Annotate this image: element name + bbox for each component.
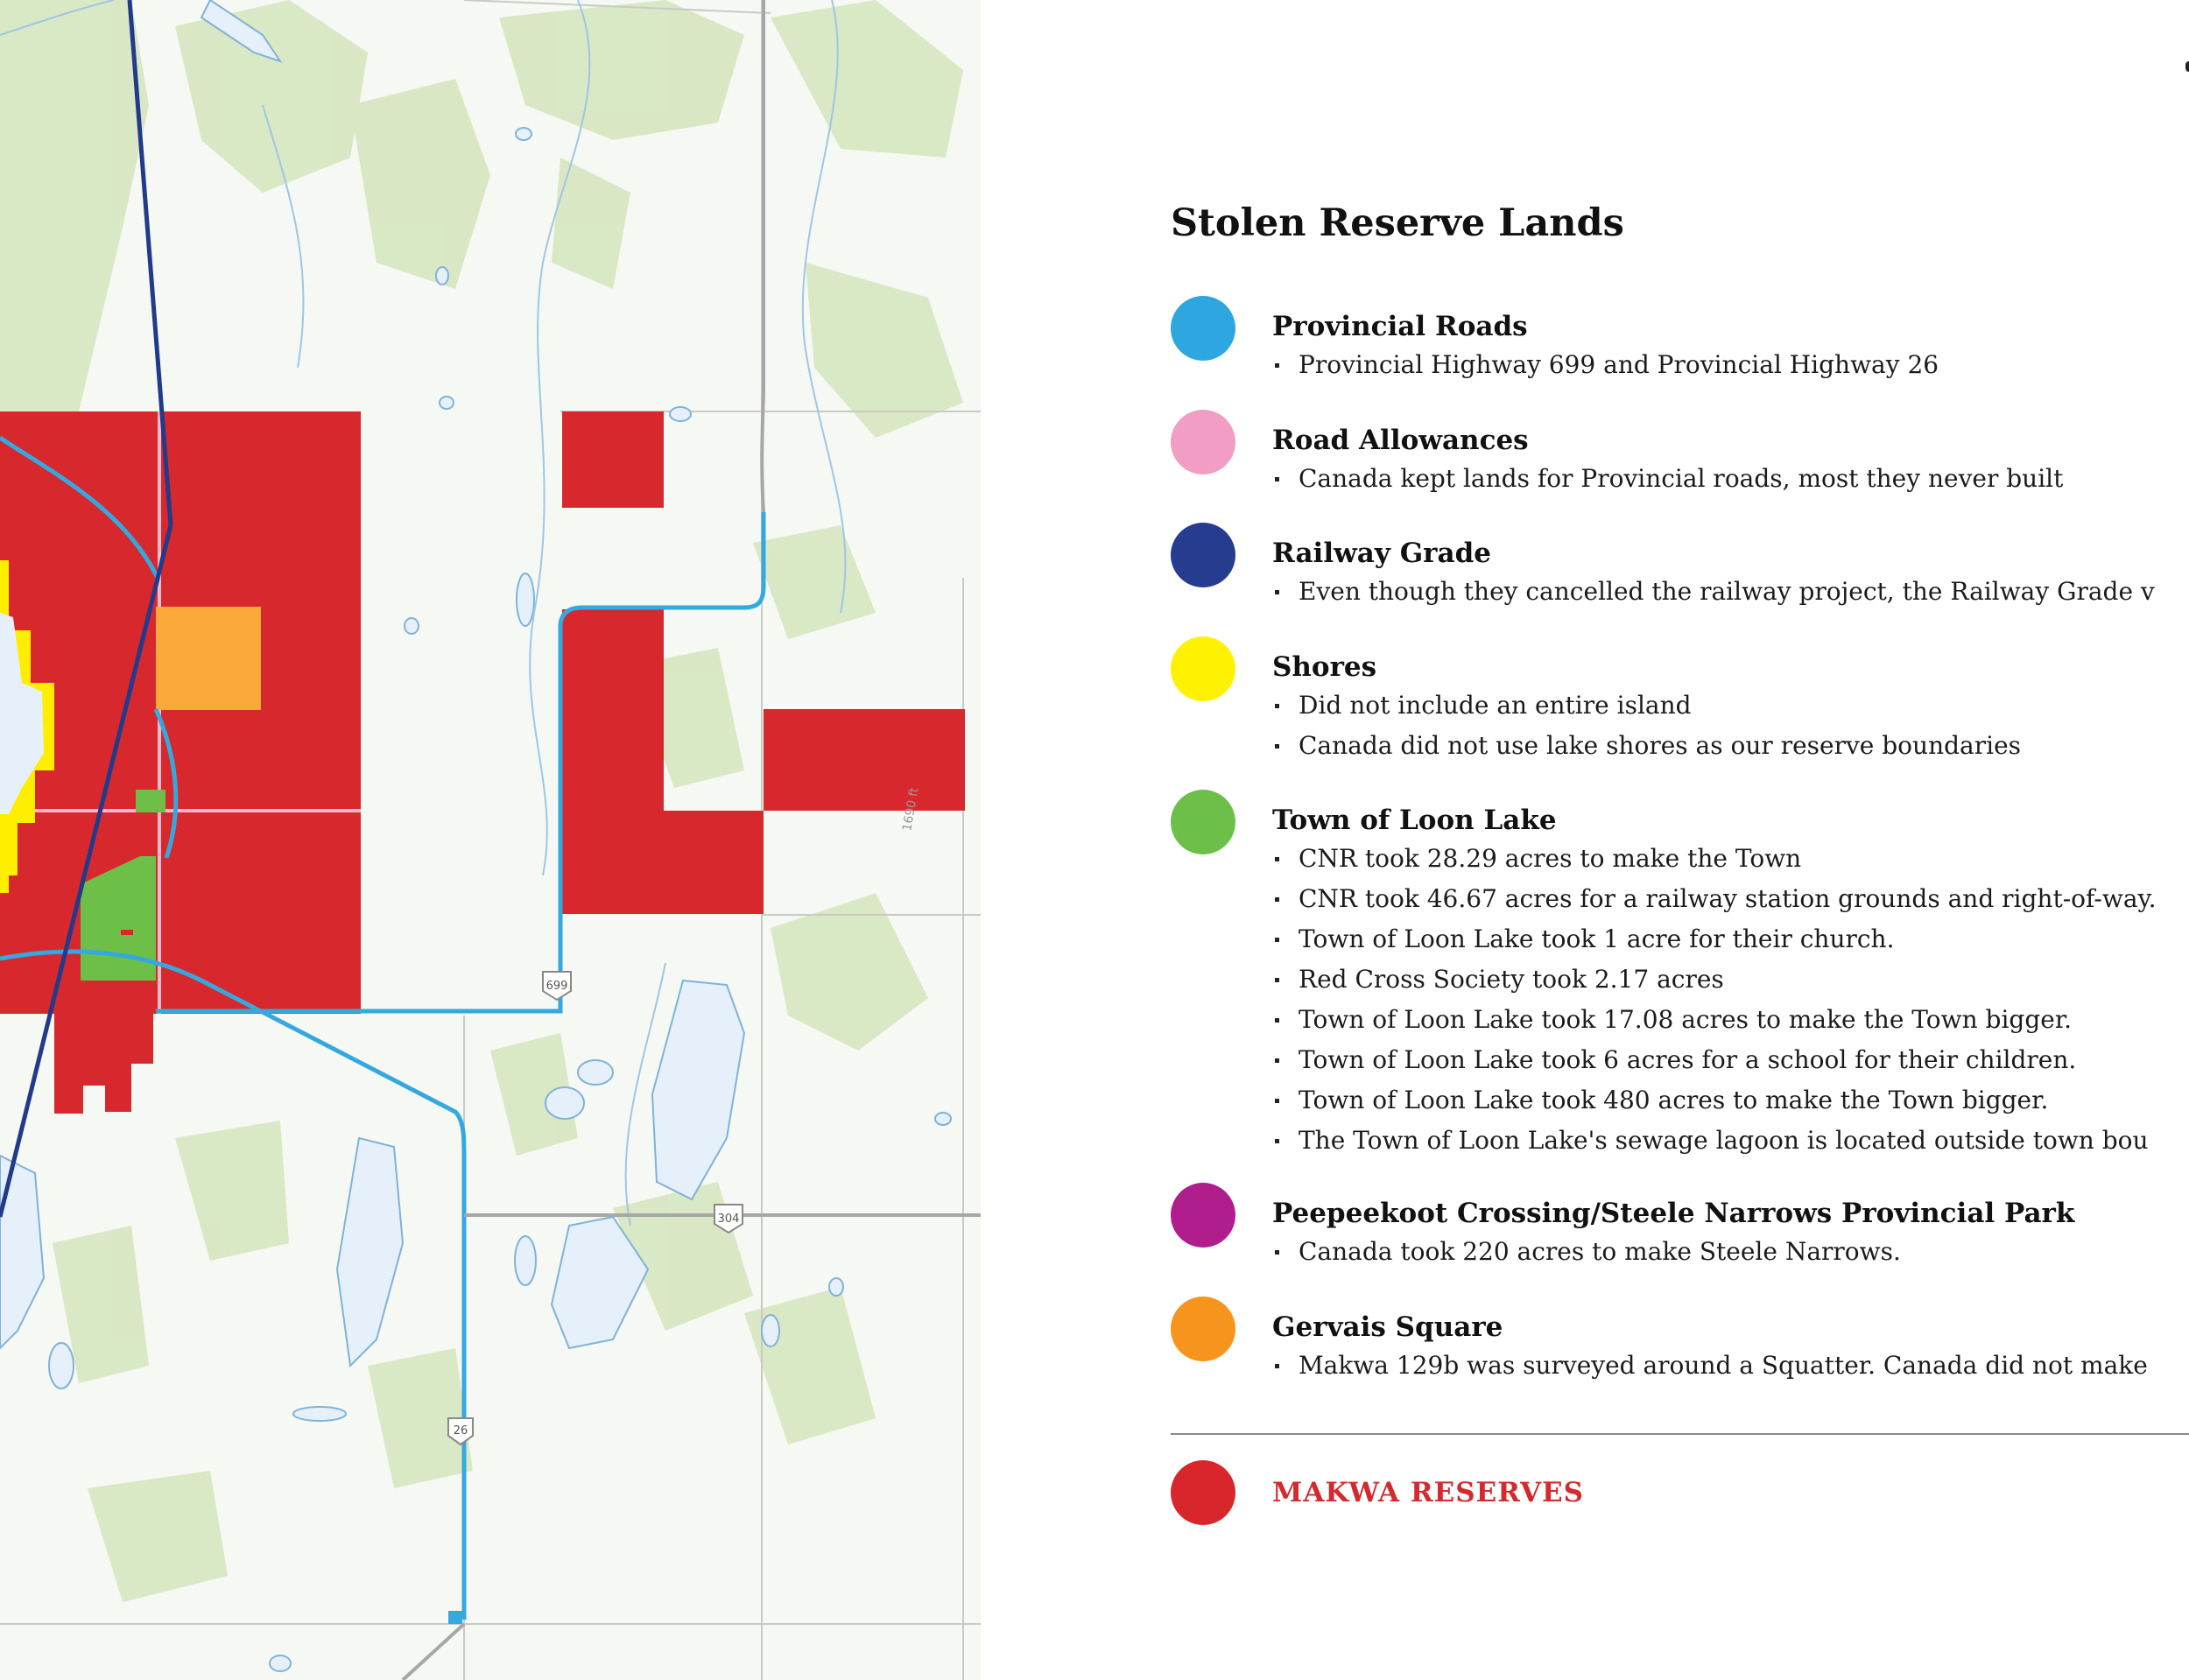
highway-304-label: 304 <box>717 1213 740 1226</box>
map-panel[interactable] <box>0 0 981 1680</box>
legend-title: Stolen Reserve Lands <box>1171 201 1624 245</box>
legend-item: Town of Loon Lake took 480 acres to make the Town bigger. <box>1272 1080 2189 1121</box>
legend-heading: Railway Grade <box>1272 538 1491 569</box>
town-of-loon-lake-swatch <box>1171 790 1235 854</box>
shores-swatch <box>1171 636 1235 701</box>
legend-item: Town of Loon Lake took 17.08 acres to make the Town bigger. <box>1272 1000 2189 1040</box>
legend-item: Canada took 220 acres to make Steele Narrows. <box>1272 1232 2189 1272</box>
highway-699-label: 699 <box>545 980 568 993</box>
church-parcel <box>121 930 133 935</box>
map-canvas[interactable] <box>0 0 981 1680</box>
legend-panel <box>981 0 2189 1680</box>
highway-26-ramp <box>448 1611 462 1624</box>
railway-grade-swatch <box>1171 523 1235 587</box>
legend-heading: Shores <box>1272 651 1377 683</box>
gervais-square-swatch <box>1171 1297 1235 1361</box>
corner-mark <box>2185 61 2189 72</box>
legend-heading: Town of Loon Lake <box>1272 805 1557 836</box>
legend-item: The Town of Loon Lake's sewage lagoon is located outside town bou <box>1272 1121 2189 1161</box>
legend-item: Did not include an entire island <box>1272 685 2189 726</box>
highway-26-label: 26 <box>453 1424 468 1437</box>
legend-item: Even though they cancelled the railway project, the Railway Grade v <box>1272 572 2189 612</box>
legend-item: Provincial Highway 699 and Provincial Highway 26 <box>1272 345 2189 385</box>
legend-heading: Road Allowances <box>1272 425 1529 456</box>
provincial-roads-swatch <box>1171 296 1235 361</box>
legend-item: CNR took 46.67 acres for a railway station grounds and right-of-way. <box>1272 879 2189 919</box>
legend-item: Canada did not use lake shores as our reserve boundaries <box>1272 726 2189 766</box>
makwa-reserves-swatch <box>1171 1460 1235 1525</box>
steele-narrows-swatch <box>1171 1183 1235 1248</box>
legend-heading: Provincial Roads <box>1272 311 1528 342</box>
legend-heading: Peepeekoot Crossing/Steele Narrows Provincial Park <box>1272 1198 2075 1229</box>
lake-elevation-label: 1690 ft <box>900 786 922 833</box>
legend-item: CNR took 28.29 acres to make the Town <box>1272 839 2189 879</box>
legend-item: Canada kept lands for Provincial roads, most they never built <box>1272 459 2189 499</box>
road-allowances-swatch <box>1171 410 1235 474</box>
legend-item: Makwa 129b was surveyed around a Squatter. Canada did not make <box>1272 1346 2189 1386</box>
legend-divider <box>1171 1433 2189 1435</box>
gervais-square-area[interactable] <box>156 607 261 710</box>
makwa-reserves-heading: MAKWA RESERVES <box>1272 1477 1585 1508</box>
legend-heading: Gervais Square <box>1272 1311 1503 1343</box>
legend-item: Town of Loon Lake took 1 acre for their church. <box>1272 919 2189 959</box>
legend-item: Red Cross Society took 2.17 acres <box>1272 959 2189 1000</box>
legend-item: Town of Loon Lake took 6 acres for a school for their children. <box>1272 1040 2189 1080</box>
